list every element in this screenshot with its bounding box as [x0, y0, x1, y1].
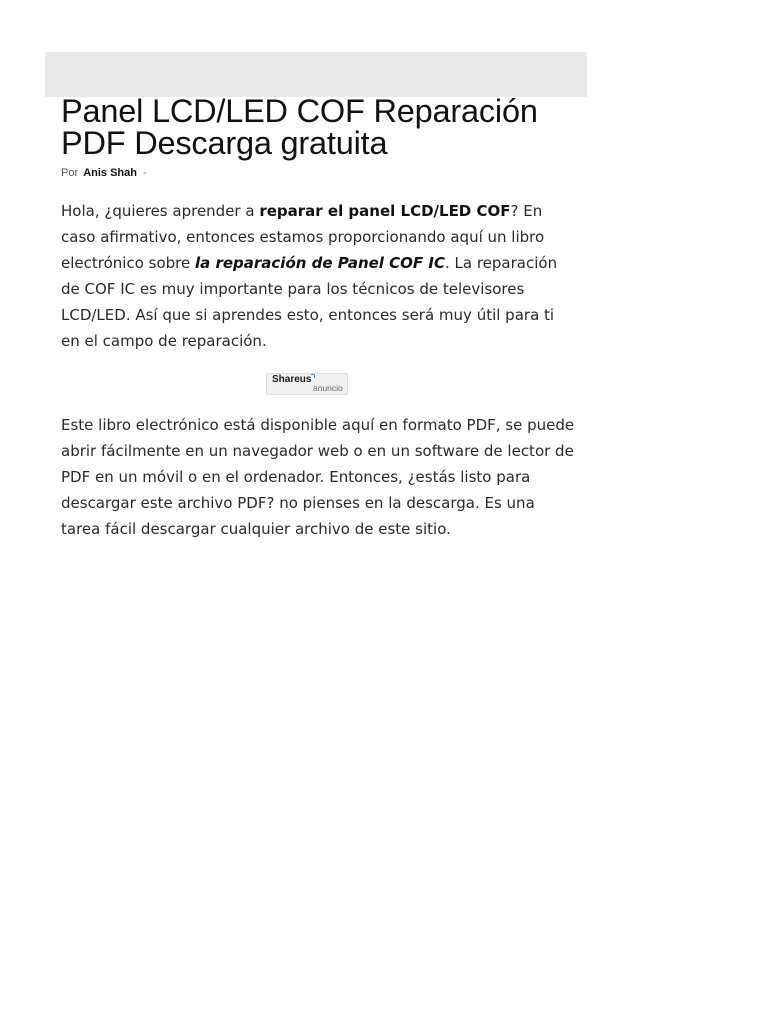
article-title-line-1: Panel LCD/LED COF Reparación [61, 93, 538, 129]
ad-label: anuncio [313, 383, 343, 393]
author-link[interactable]: Anis Shah [83, 167, 137, 179]
intro-text-2: ? En caso afirmativo, entonces estamos proporcionando aquí un libro electrónico sobre [61, 202, 545, 272]
top-banner-placeholder [45, 52, 587, 97]
intro-text-1: Hola, ¿quieres aprender a [61, 202, 260, 220]
article-title [61, 95, 576, 159]
intro-bold-italic: la reparación de Panel COF IC [194, 254, 445, 272]
ad-marker-icon [311, 374, 315, 378]
body-paragraph: Este libro electrónico está disponible aquí en formato PDF, se puede abrir fácilmente en un navegador web o en un software de lector de PDF en un móvil o en el ordenador. Entonces, ¿estás listo para descargar este archivo PDF? no pienses en la descarga. Es una tarea fácil descargar cualquier archivo de este sitio. [61, 416, 575, 538]
article-title-line-2: PDF Descarga gratuita [61, 125, 388, 161]
ad-badge[interactable] [266, 373, 348, 395]
intro-paragraph [61, 198, 576, 354]
byline-separator: - [143, 167, 147, 179]
article [61, 95, 576, 542]
intro-bold-1: reparar el panel LCD/LED COF [259, 202, 511, 220]
byline-prefix: Por [61, 167, 79, 179]
shareus-logo: Shareus [272, 374, 312, 385]
intro-text-3: . La reparación de COF IC es muy importante para los técnicos de televisores LCD/LED. Así que si aprendes esto, entonces será muy útil para ti en el campo de reparación. [61, 254, 558, 350]
byline [61, 165, 576, 181]
ad-slot [61, 354, 576, 412]
